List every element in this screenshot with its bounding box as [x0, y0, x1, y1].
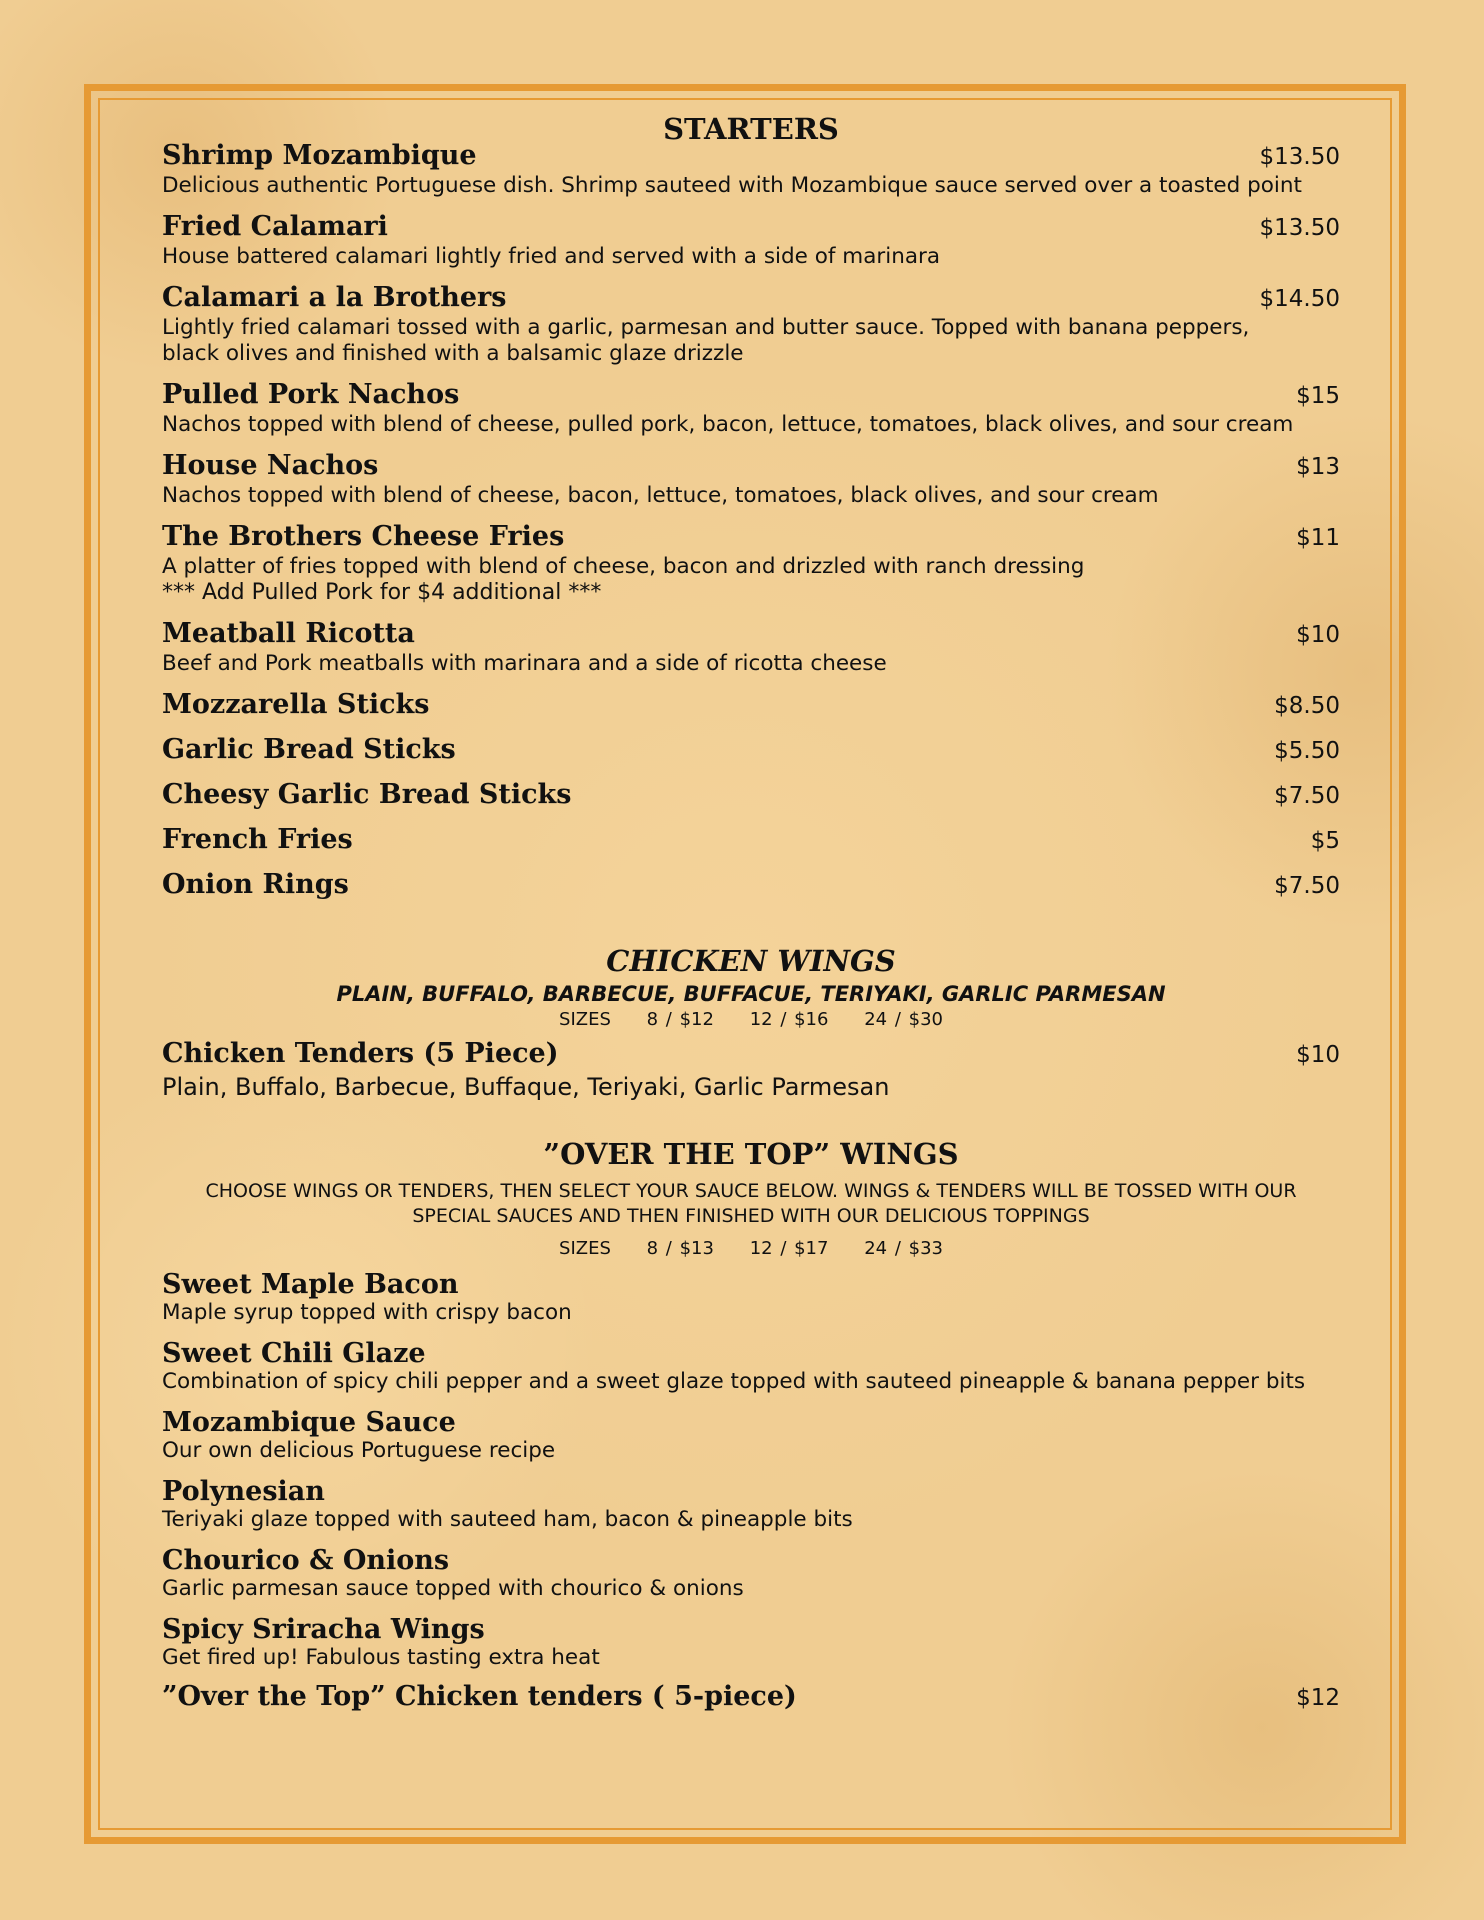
size-option: 8 / $12: [646, 1009, 714, 1030]
menu-item: [162, 379, 1340, 438]
menu-item: [162, 282, 1340, 367]
item-name: French Fries: [162, 824, 353, 855]
item-name: Mozzarella Sticks: [162, 689, 430, 720]
over-the-top-title: ”OVER THE TOP” WINGS: [543, 1137, 959, 1171]
size-option: 8 / $13: [646, 1238, 714, 1259]
item-name: The Brothers Cheese Fries: [162, 521, 565, 552]
size-option: 12 / $17: [749, 1238, 829, 1259]
item-price: $10: [1296, 1042, 1340, 1068]
menu-item: [162, 1681, 1340, 1714]
menu-item: [162, 1038, 1340, 1103]
item-description: Nachos topped with blend of cheese, bacon, lettuce, tomatoes, black olives, and sour cream: [162, 483, 1159, 508]
item-description: Plain, Buffalo, Barbecue, Buffaque, Teriyaki, Garlic Parmesan: [162, 1073, 890, 1101]
item-name: Calamari a la Brothers: [162, 282, 507, 313]
item-price: $5.50: [1274, 738, 1340, 764]
wing-sizes: [162, 1008, 1340, 1032]
item-name: Garlic Bread Sticks: [162, 734, 456, 765]
menu-item: [162, 689, 1340, 722]
sauce-name: Sweet Chili Glaze: [162, 1338, 426, 1369]
item-price: $5: [1310, 828, 1340, 854]
item-price: $14.50: [1259, 286, 1340, 312]
menu-item: [162, 734, 1340, 767]
item-name: House Nachos: [162, 450, 379, 481]
item-price: $13.50: [1259, 144, 1340, 170]
over-the-top-instructions: CHOOSE WINGS OR TENDERS, THEN SELECT YOUR SAUCE BELOW. WINGS & TENDERS WILL BE TOSSED WITH OUR SPECIAL SAUCES AND THEN FINISHED WITH OUR DELICIOUS TOPPINGS: [205, 1180, 1297, 1227]
sizes-label: SIZES: [559, 1238, 611, 1259]
item-description: A platter of fries topped with blend of cheese, bacon and drizzled with ranch dressing: [162, 554, 1085, 579]
item-price: $8.50: [1274, 693, 1340, 719]
menu-item: [162, 618, 1340, 677]
item-description: Nachos topped with blend of cheese, pulled pork, bacon, lettuce, tomatoes, black olives, and sour cream: [162, 412, 1294, 437]
sauce-name: Mozambique Sauce: [162, 1407, 456, 1438]
item-name: ”Over the Top” Chicken tenders ( 5-piece): [162, 1681, 797, 1712]
sauce-name: Chourico & Onions: [162, 1545, 450, 1576]
size-option: 24 / $33: [864, 1238, 943, 1259]
menu-item: [162, 211, 1340, 270]
starters-title: STARTERS: [663, 112, 839, 146]
item-name: Meatball Ricotta: [162, 618, 415, 649]
item-name: Onion Rings: [162, 869, 349, 900]
size-option: 12 / $16: [749, 1009, 829, 1030]
sauce-item: [162, 1614, 1340, 1671]
sauce-description: Get fired up! Fabulous tasting extra heat: [162, 1645, 600, 1670]
wing-flavors: PLAIN, BUFFALO, BARBECUE, BUFFACUE, TERIYAKI, GARLIC PARMESAN: [336, 982, 1166, 1006]
sizes-label: SIZES: [559, 1009, 611, 1030]
sauce-description: Our own delicious Portuguese recipe: [162, 1438, 556, 1463]
sauce-item: [162, 1545, 1340, 1602]
item-name: Fried Calamari: [162, 211, 388, 242]
item-description: Beef and Pork meatballs with marinara and a side of ricotta cheese: [162, 651, 887, 676]
item-note: *** Add Pulled Pork for $4 additional ***: [162, 580, 602, 605]
menu-item: [162, 869, 1340, 902]
menu-item: [162, 450, 1340, 509]
item-description: House battered calamari lightly fried and served with a side of marinara: [162, 244, 941, 269]
sauce-description: Teriyaki glaze topped with sauteed ham, bacon & pineapple bits: [162, 1507, 853, 1532]
chicken-wings-title: CHICKEN WINGS: [606, 944, 896, 978]
item-price: $11: [1296, 525, 1340, 551]
sauce-name: Polynesian: [162, 1476, 325, 1507]
item-price: $12: [1296, 1685, 1340, 1711]
sauce-item: [162, 1407, 1340, 1464]
menu-item: [162, 521, 1340, 606]
menu-item: [162, 824, 1340, 857]
item-name: Chicken Tenders (5 Piece): [162, 1038, 559, 1069]
sauce-item: [162, 1338, 1340, 1395]
item-price: $13.50: [1259, 215, 1340, 241]
item-price: $13: [1296, 454, 1340, 480]
menu-item: [162, 140, 1340, 199]
item-price: $15: [1296, 383, 1340, 409]
over-the-top-sizes: [162, 1237, 1340, 1261]
sauce-description: Maple syrup topped with crispy bacon: [162, 1300, 572, 1325]
sauce-item: [162, 1269, 1340, 1326]
item-name: Shrimp Mozambique: [162, 140, 477, 171]
item-description: Lightly fried calamari tossed with a garlic, parmesan and butter sauce. Topped with banana peppers, black olives and finished with a balsamic glaze drizzle: [162, 315, 1250, 366]
item-price: $7.50: [1274, 783, 1340, 809]
sauce-name: Sweet Maple Bacon: [162, 1269, 459, 1300]
sauce-item: [162, 1476, 1340, 1533]
sauce-description: Garlic parmesan sauce topped with chourico & onions: [162, 1576, 744, 1601]
item-name: Pulled Pork Nachos: [162, 379, 460, 410]
item-name: Cheesy Garlic Bread Sticks: [162, 779, 572, 810]
item-description: Delicious authentic Portuguese dish. Shrimp sauteed with Mozambique sauce served over a toasted point: [162, 173, 1302, 198]
sauce-description: Combination of spicy chili pepper and a sweet glaze topped with sauteed pineapple & banana pepper bits: [162, 1369, 1306, 1394]
menu-item: [162, 779, 1340, 812]
menu-content: [162, 112, 1340, 1714]
size-option: 24 / $30: [864, 1009, 943, 1030]
sauce-name: Spicy Sriracha Wings: [162, 1614, 485, 1645]
item-price: $7.50: [1274, 873, 1340, 899]
item-price: $10: [1296, 622, 1340, 648]
